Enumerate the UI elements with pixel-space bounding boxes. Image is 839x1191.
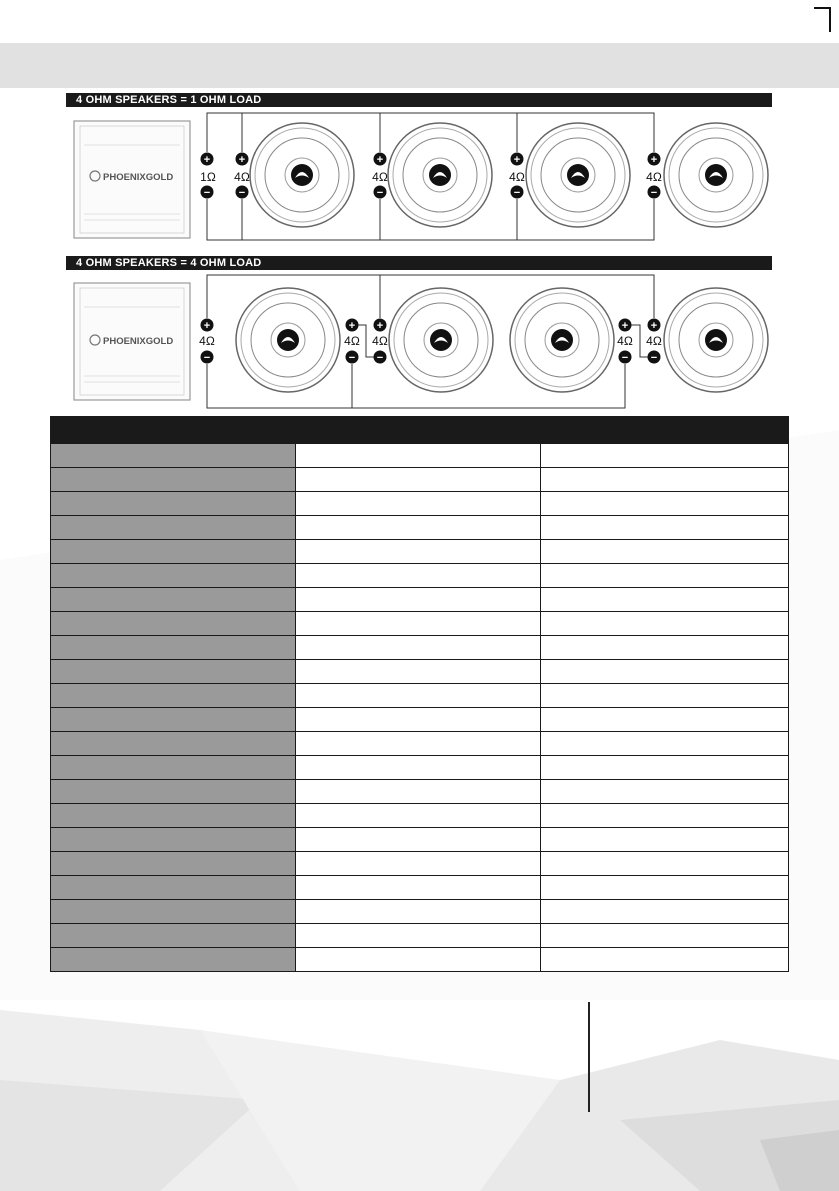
row-value-cell [541, 660, 789, 684]
row-label-cell [51, 924, 296, 948]
table-row [51, 828, 789, 852]
section-title-bar [66, 93, 772, 107]
row-label-cell [51, 588, 296, 612]
row-value-cell [296, 684, 541, 708]
speaker-icon [664, 123, 768, 227]
row-value-cell [541, 636, 789, 660]
svg-text:+: + [203, 154, 211, 166]
table-row [51, 684, 789, 708]
row-value-cell [296, 540, 541, 564]
row-value-cell [541, 492, 789, 516]
row-value-cell [296, 636, 541, 660]
table-row [51, 732, 789, 756]
svg-text:−: − [203, 352, 211, 364]
row-value-cell [541, 876, 789, 900]
table-row [51, 948, 789, 972]
table-row [51, 708, 789, 732]
row-value-cell [296, 876, 541, 900]
corner-bracket-icon [812, 6, 832, 34]
row-label-cell [51, 492, 296, 516]
row-value-cell [541, 684, 789, 708]
row-value-cell [541, 924, 789, 948]
amp-impedance: 1Ω [200, 170, 216, 184]
svg-text:+: + [621, 320, 629, 332]
row-label-cell [51, 660, 296, 684]
svg-text:−: − [513, 187, 521, 199]
svg-text:4Ω: 4Ω [617, 334, 633, 348]
table-row [51, 444, 789, 468]
row-label-cell [51, 756, 296, 780]
row-value-cell [296, 492, 541, 516]
amp-brand: PHOENIXGOLD [103, 172, 174, 183]
table-row [51, 468, 789, 492]
row-value-cell [296, 828, 541, 852]
svg-text:4Ω: 4Ω [646, 334, 662, 348]
spec-table-body [51, 444, 789, 972]
svg-text:+: + [203, 320, 211, 332]
speaker-icon [236, 288, 340, 392]
svg-text:4Ω: 4Ω [372, 334, 388, 348]
section-title: 4 OHM SPEAKERS = 4 OHM LOAD [76, 257, 262, 269]
svg-text:−: − [238, 187, 246, 199]
amp-impedance: 4Ω [199, 334, 215, 348]
svg-text:−: − [203, 187, 211, 199]
row-value-cell [541, 804, 789, 828]
svg-text:4Ω: 4Ω [646, 170, 662, 184]
header-cell [51, 417, 296, 444]
speaker-icon [526, 123, 630, 227]
svg-text:−: − [650, 352, 658, 364]
row-value-cell [541, 564, 789, 588]
row-value-cell [541, 948, 789, 972]
header-cell [296, 417, 541, 444]
row-value-cell [541, 756, 789, 780]
table-row [51, 516, 789, 540]
svg-text:+: + [238, 154, 246, 166]
row-value-cell [541, 444, 789, 468]
row-value-cell [296, 732, 541, 756]
row-value-cell [296, 756, 541, 780]
row-value-cell [296, 948, 541, 972]
spec-table-header [51, 417, 789, 444]
row-value-cell [541, 516, 789, 540]
row-value-cell [296, 804, 541, 828]
svg-text:+: + [513, 154, 521, 166]
row-label-cell [51, 516, 296, 540]
svg-text:−: − [348, 352, 356, 364]
svg-text:4Ω: 4Ω [509, 170, 525, 184]
table-row [51, 612, 789, 636]
row-value-cell [541, 900, 789, 924]
row-value-cell [541, 852, 789, 876]
section-title: 4 OHM SPEAKERS = 1 OHM LOAD [76, 94, 262, 106]
speaker-icon [388, 123, 492, 227]
speaker-icon [510, 288, 614, 392]
speaker-icon [250, 123, 354, 227]
row-label-cell [51, 948, 296, 972]
table-row [51, 492, 789, 516]
svg-text:−: − [650, 187, 658, 199]
wiring-diagram-2 [0, 272, 839, 422]
wiring-diagram-1 [0, 110, 839, 260]
row-label-cell [51, 732, 296, 756]
table-row [51, 636, 789, 660]
svg-text:+: + [650, 154, 658, 166]
svg-text:−: − [621, 352, 629, 364]
row-value-cell [296, 468, 541, 492]
row-value-cell [296, 588, 541, 612]
row-label-cell [51, 900, 296, 924]
spec-table [50, 416, 789, 972]
row-label-cell [51, 564, 296, 588]
row-value-cell [296, 780, 541, 804]
divider-line [588, 1002, 590, 1112]
row-value-cell [296, 924, 541, 948]
row-value-cell [541, 828, 789, 852]
row-value-cell [296, 444, 541, 468]
svg-text:4Ω: 4Ω [234, 170, 250, 184]
table-row [51, 780, 789, 804]
row-value-cell [541, 708, 789, 732]
table-row [51, 804, 789, 828]
table-row [51, 924, 789, 948]
section-title-bar [66, 256, 772, 270]
row-label-cell [51, 852, 296, 876]
row-value-cell [296, 564, 541, 588]
row-value-cell [541, 588, 789, 612]
row-value-cell [541, 540, 789, 564]
amplifier [74, 283, 190, 400]
svg-text:+: + [650, 320, 658, 332]
table-row [51, 756, 789, 780]
row-label-cell [51, 444, 296, 468]
row-label-cell [51, 468, 296, 492]
speaker-icon [664, 288, 768, 392]
row-label-cell [51, 708, 296, 732]
table-row [51, 900, 789, 924]
row-value-cell [296, 516, 541, 540]
row-value-cell [541, 780, 789, 804]
row-value-cell [541, 612, 789, 636]
row-value-cell [541, 732, 789, 756]
row-value-cell [296, 660, 541, 684]
svg-text:4Ω: 4Ω [344, 334, 360, 348]
row-label-cell [51, 876, 296, 900]
svg-text:+: + [348, 320, 356, 332]
svg-text:+: + [376, 320, 384, 332]
row-value-cell [541, 468, 789, 492]
row-label-cell [51, 636, 296, 660]
row-label-cell [51, 684, 296, 708]
row-label-cell [51, 828, 296, 852]
svg-text:−: − [376, 352, 384, 364]
row-value-cell [296, 708, 541, 732]
header-cell [541, 417, 789, 444]
table-row [51, 876, 789, 900]
svg-text:+: + [376, 154, 384, 166]
amplifier [74, 121, 190, 238]
row-value-cell [296, 612, 541, 636]
row-value-cell [296, 852, 541, 876]
row-value-cell [296, 900, 541, 924]
speaker-icon [389, 288, 493, 392]
row-label-cell [51, 780, 296, 804]
svg-text:−: − [376, 187, 384, 199]
page-header-band [0, 43, 839, 88]
amp-brand: PHOENIXGOLD [103, 336, 174, 347]
row-label-cell [51, 612, 296, 636]
table-row [51, 588, 789, 612]
table-row [51, 564, 789, 588]
svg-text:4Ω: 4Ω [372, 170, 388, 184]
row-label-cell [51, 540, 296, 564]
table-row [51, 852, 789, 876]
table-row [51, 660, 789, 684]
table-row [51, 540, 789, 564]
row-label-cell [51, 804, 296, 828]
